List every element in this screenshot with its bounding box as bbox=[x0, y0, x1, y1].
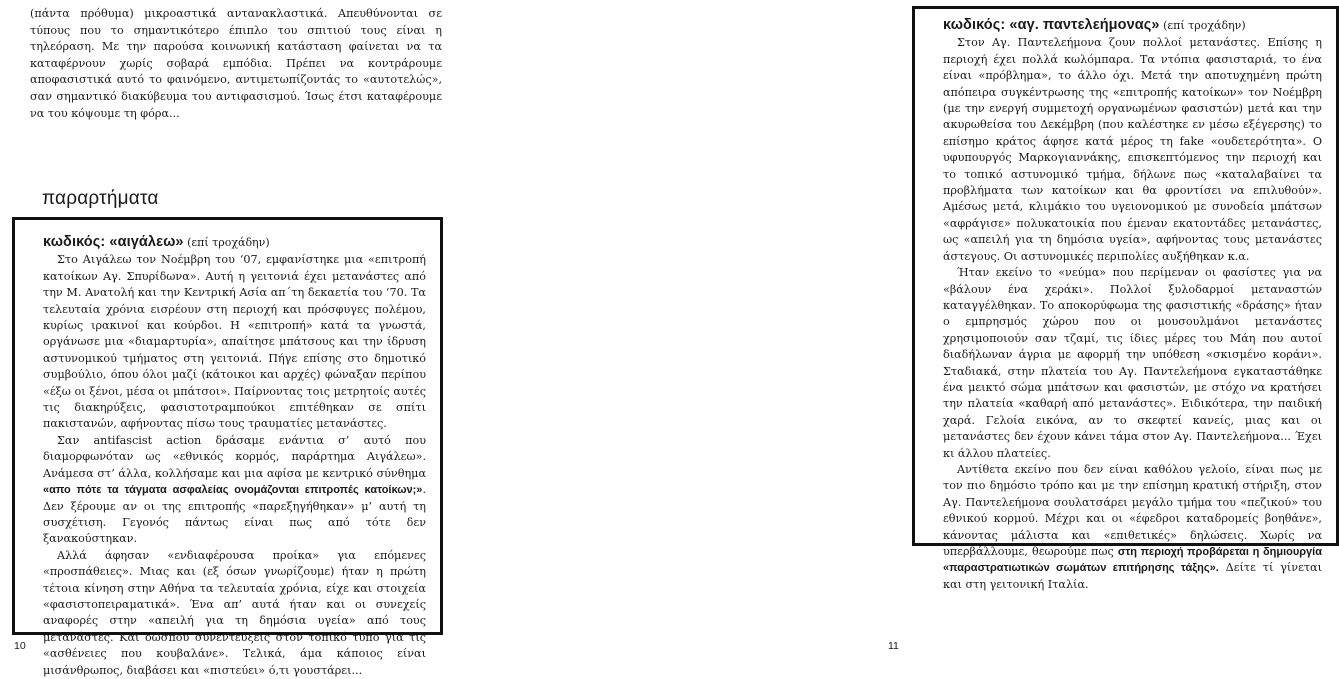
box-aigaleo-p2-end: . Δεν ξέρουμε αν οι της επιτροπής «παρεξηγήθηκαν» μ’ αυτή τη συσχέτιση. Γεγονός πάντως είναι πως από τότε δεν ξανακούστηκαν. bbox=[43, 483, 426, 546]
box-aigaleo-title: κωδικός: «αιγάλεω» bbox=[43, 234, 184, 250]
box-panteleimonas-title-line bbox=[943, 17, 1322, 34]
page-number-left: 10 bbox=[14, 640, 26, 652]
box-aigaleo-p2-bold-slogan: «απο πότε τα τάγματα ασφαλείας ονομάζονται επιτροπές κατοίκων;» bbox=[43, 484, 423, 497]
box-panteleimonas-subtitle: (επί τροχάδην) bbox=[1163, 19, 1246, 32]
box-panteleimonas-p3-bold: στη περιοχή προβάρεται η δημιουργία «παραστρατιωτικών σωμάτων επιτήρησης τάξης». bbox=[943, 546, 1322, 575]
box-aigaleo-p2-start: Σαν antifascist action δράσαμε ενάντια σ’ αυτό που διαμορφωνόταν ως «εθνικός κορμός, παράρτημα Αιγάλεω». Ανάμεσα στ’ άλλα, κολλήσαμε και μια αφίσα με κεντρικό σύνθημα bbox=[43, 433, 426, 480]
box-panteleimonas-paragraph-3 bbox=[943, 462, 1322, 593]
page-number-right: 11 bbox=[888, 640, 899, 652]
box-aigaleo-paragraph-1: Στο Αιγάλεω τον Νοέμβρη του ‘07, εμφανίστηκε μια «επιτροπή κατοίκων Αγ. Σπυρίδωνα». Αυτή η γειτονιά έχει μετανάστες από την Μ. Ανατολή και την Κεντρική Ασία απ΄τη δεκαετία του ‘70. Τα τελευταία χρόνια εισρέουν στη περιοχή και πρόσφυγες πολέμου, κυρίως ιρακινοί και κούρδοι. Η «επιτροπή» κατά τα γνωστά, οργάνωσε μια «διαμαρτυρία», απαίτησε μπάτσους και την ίδρυση αστυνομικού τμήματος στη γειτονιά. Πήγε επίσης στο δημοτικό συμβούλιο, όπου όλοι μαζί (κάτοικοι και αρχές) φώναξαν περίπου «έξω οι ξένοι, μέσα οι μπάτσοι». Παίρνοντας τοις μετρητοίς αυτές τις διακηρύξεις, φασιστοτραμπούκοι επιτέθηκαν σε σπίτι πακιστανών, αφήνοντας πίσω τους τραυματίες μετανάστες. bbox=[43, 253, 426, 431]
box-panteleimonas-paragraph-2: Ήταν εκείνο το «νεύμα» που περίμεναν οι φασίστες για να «βάλουν ένα χεράκι». Πολλοί ξυλοδαρμοί μεταναστών καταγγέλθηκαν. Το αποκορύφωμα της φασιστικής «δράσης» ήταν ο εμπρησμός χώρου που οι μουσουλμάνοι μετανάστες χρησιμοποιούν σαν τζαμί, τις ίδιες μέρες του Μάη που αυτοί διαδήλωναν άγρια με αφορμή την υπόθεση «σκισμένο κοράνι». Σταδιακά, στην πλατεία του Αγ. Παντελεήμονα εγκαταστάθηκε ένα μεικτό σώμα μπάτσων και φασιστών, με στόχο να κρατήσει την πλατεία «καθαρή από μετανάστες». Ειδικότερα, την παιδική χαρά. Γελοία εικόνα, αν το σκεφτεί κανείς, μιας και οι μετανάστες δεν έχουν κάνει τάμα στον Αγ. Παντελεήμονα... Έχει κι άλλου πλατείες. bbox=[943, 266, 1322, 460]
box-aigaleo-paragraph-3: Αλλά άφησαν «ενδιαφέρουσα προίκα» για επόμενες «προσπάθειες». Μιας και (εξ όσων γνωρίζουμε) ήταν η πρώτη τέτοια κίνηση στην Αθήνα τα τελευταία χρόνια, είχε και στοιχεία «φασιστοπειραματικά». Ένα απ’ αυτά ήταν και οι συνεχείς αναφορές στην «απειλή για τη δημόσια υγεία» από τους μετανάστες. Και δώσπου συνεντεύξεις στον τοπικό τύπο για τις «ασθένειες που κουβαλάνε». Τελικά, άμα κάποιος είναι μισάνθρωπος, διαβάσει και «πιστεύει» ό,τι γουστάρει... bbox=[43, 548, 426, 677]
box-panteleimonas-title: κωδικός: «αγ. παντελεήμονας» bbox=[943, 17, 1160, 33]
section-heading: παραρτήματα bbox=[42, 188, 159, 209]
intro-paragraph: (πάντα πρόθυμα) μικροαστικά αντανακλαστικά. Απευθύνονται σε τύπους που το σημαντικότερο έπιπλο του σπιτιού τους είναι η τηλεόραση. Με την παρούσα κοινωνική κατάσταση φαίνεται να τα καταφέρνουν χωρίς σοβαρά εμπόδια. Πρέπει να κοντράρουμε αποφασιστικά αυτό το φαινόμενο, αντιμετωπίζοντάς το «αυτοτελώς», σαν σημαντικό διακύβευμα του αντιφασισμού. Ίσως έτσι καταφέρουμε να του κόψουμε τη φόρα... bbox=[30, 7, 442, 120]
box-aigaleo-title-line bbox=[43, 234, 426, 251]
left-page bbox=[0, 0, 450, 677]
box-aigaleo-paragraph-2 bbox=[43, 433, 426, 548]
box-ag-panteleimonas bbox=[912, 6, 1339, 591]
box-aigaleo-subtitle: (επί τροχάδην) bbox=[187, 236, 270, 249]
box-panteleimonas-p3-end: Δείτε τί γίνεται και στη γειτονική Ιταλία. bbox=[943, 561, 1323, 591]
right-page bbox=[450, 0, 1323, 658]
box-panteleimonas-paragraph-1: Στον Αγ. Παντελεήμονα ζουν πολλοί μετανάστες. Επίσης η περιοχή έχει πολλά κωλόμπαρα. Τα ντόπια φασισταριά, το ένα είναι «πρόβλημα», το άλλο όχι. Μετά την αποτυχημένη πρώτη απόπειρα συγκέντρωσης της «επιτροπής κατοίκων» τον Νοέμβρη (με την ενεργή συμμετοχή οργανωμένων φασιστών) μετά και την ακυρωθείσα του Δεκέμβρη (που καλέστηκε εν μέσω εξέγερσης) το επίσημο κράτος άφησε κατά μέρος τη fake «ουδετερότητα». Ο υφυπουργός Μαρκογιαννάκης, επισκεπτόμενος την περιοχή και το τοπικό αστυνομικό τμήμα, δήλωνε πως «καταλαβαίνει τα προβλήματα των κατοίκων και θα φροντίσει να επιλυθούν». Αμέσως μετά, κλιμάκιο του υγειονομικού με συνοδεία μπάτσων «αφράγισε» πολυκατοικία που έμεναν εκατοντάδες μετανάστες, ως «απειλή για τη δημόσια υγεία», αφήνοντας τους μετανάστες άστεγους. Οι αστυνομικές περιπολίες αυξήθηκαν κ.α. bbox=[943, 36, 1322, 263]
box-panteleimonas-p3-start: Αντίθετα εκείνο που δεν είναι καθόλου γελοίο, είναι πως με τον πιο δημόσιο τρόπο και με την επίσημη κρατική στήριξη, στον Αγ. Παντελεήμονα σουλατσάρει μεγάλο τμήμα του «πεζικού» του εθνικού κορμού. Μέχρι και οι «έφεδροι καταδρομείς βοηθάνε», κάνοντας μάλιστα και «επιθετικές» δηλώσεις. Χωρίς να υπερβάλλουμε, θεωρούμε πως bbox=[943, 462, 1322, 558]
